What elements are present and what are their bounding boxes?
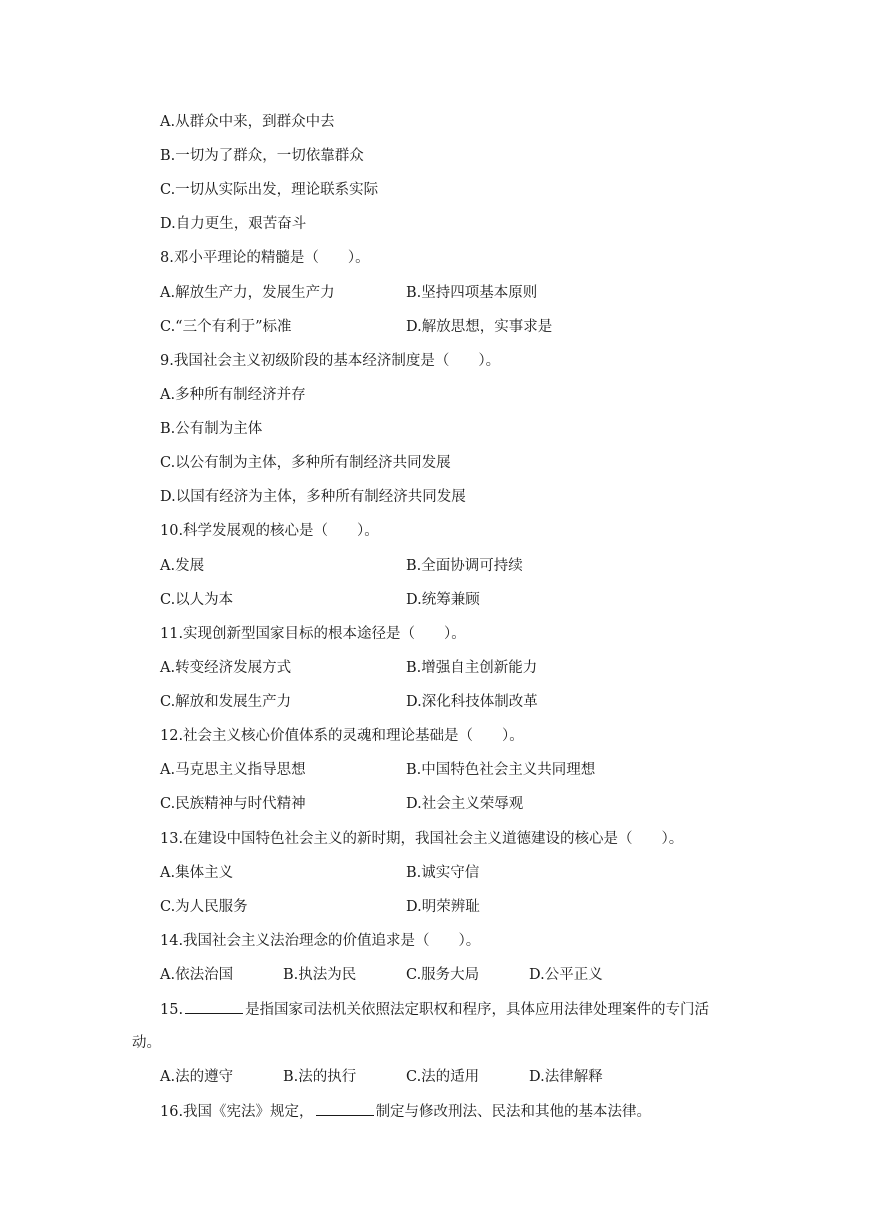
q8-option-b: B.坚持四项基本原则 [406, 285, 538, 301]
q11-option-d: D.深化科技体制改革 [406, 694, 538, 710]
q7-option-a: A.从群众中来，到群众中去 [160, 114, 335, 130]
q16-answer-blank [316, 1101, 374, 1116]
q14-stem: 14.我国社会主义法治理念的价值追求是（ ）。 [160, 933, 481, 949]
q10-option-c: C.以人为本 [160, 592, 234, 608]
q13-option-d: D.明荣辨耻 [406, 899, 480, 915]
q15-stem [160, 999, 709, 1019]
q13-option-c: C.为人民服务 [160, 899, 248, 915]
q8-option-c: C.“三个有利于”标准 [160, 319, 292, 335]
q15-answer-blank [185, 999, 243, 1014]
q12-stem: 12.社会主义核心价值体系的灵魂和理论基础是（ ）。 [160, 728, 524, 744]
q14-option-c: C.服务大局 [406, 967, 480, 983]
q15-stem-continued: 动。 [132, 1035, 161, 1051]
q12-option-c: C.民族精神与时代精神 [160, 796, 306, 812]
q7-option-c: C.一切从实际出发，理论联系实际 [160, 182, 379, 198]
q13-stem: 13.在建设中国特色社会主义的新时期，我国社会主义道德建设的核心是（ ）。 [160, 831, 684, 847]
q11-option-a: A.转变经济发展方式 [160, 660, 292, 676]
q10-stem: 10.科学发展观的核心是（ ）。 [160, 523, 379, 539]
q10-option-d: D.统筹兼顾 [406, 592, 480, 608]
q15-option-c: C.法的适用 [406, 1069, 480, 1085]
q10-option-a: A.发展 [160, 558, 205, 574]
q15-option-a: A.法的遵守 [160, 1069, 234, 1085]
q8-option-a: A.解放生产力，发展生产力 [160, 285, 335, 301]
q11-stem: 11.实现创新型国家目标的根本途径是（ ）。 [160, 626, 466, 642]
q14-option-a: A.依法治国 [160, 967, 234, 983]
q16-stem-suffix: 制定与修改刑法、民法和其他的基本法律。 [375, 1104, 652, 1120]
q9-option-c: C.以公有制为主体，多种所有制经济共同发展 [160, 455, 451, 471]
q8-stem: 8.邓小平理论的精髓是（ ）。 [160, 250, 370, 266]
q14-option-b: B.执法为民 [283, 967, 357, 983]
q9-option-b: B.公有制为主体 [160, 421, 263, 437]
q7-option-d: D.自力更生，艰苦奋斗 [160, 216, 307, 232]
q12-option-d: D.社会主义荣辱观 [406, 796, 524, 812]
q11-option-b: B.增强自主创新能力 [406, 660, 538, 676]
q15-stem-number: 15. [160, 1002, 184, 1018]
q12-option-b: B.中国特色社会主义共同理想 [406, 762, 596, 778]
q14-option-d: D.公平正义 [529, 967, 603, 983]
q15-option-b: B.法的执行 [283, 1069, 357, 1085]
q9-stem: 9.我国社会主义初级阶段的基本经济制度是（ ）。 [160, 353, 501, 369]
q13-option-a: A.集体主义 [160, 865, 234, 881]
q12-option-a: A.马克思主义指导思想 [160, 762, 306, 778]
q16-stem-prefix: 16.我国《宪法》规定， [160, 1104, 314, 1120]
q16-stem [160, 1101, 651, 1121]
q7-option-b: B.一切为了群众，一切依靠群众 [160, 148, 364, 164]
q8-option-d: D.解放思想，实事求是 [406, 319, 553, 335]
q9-option-a: A.多种所有制经济并存 [160, 387, 306, 403]
q11-option-c: C.解放和发展生产力 [160, 694, 292, 710]
q15-stem-text: 是指国家司法机关依照法定职权和程序，具体应用法律处理案件的专门活 [245, 1002, 710, 1018]
q10-option-b: B.全面协调可持续 [406, 558, 523, 574]
q13-option-b: B.诚实守信 [406, 865, 480, 881]
q15-option-d: D.法律解释 [529, 1069, 603, 1085]
q9-option-d: D.以国有经济为主体，多种所有制经济共同发展 [160, 489, 466, 505]
